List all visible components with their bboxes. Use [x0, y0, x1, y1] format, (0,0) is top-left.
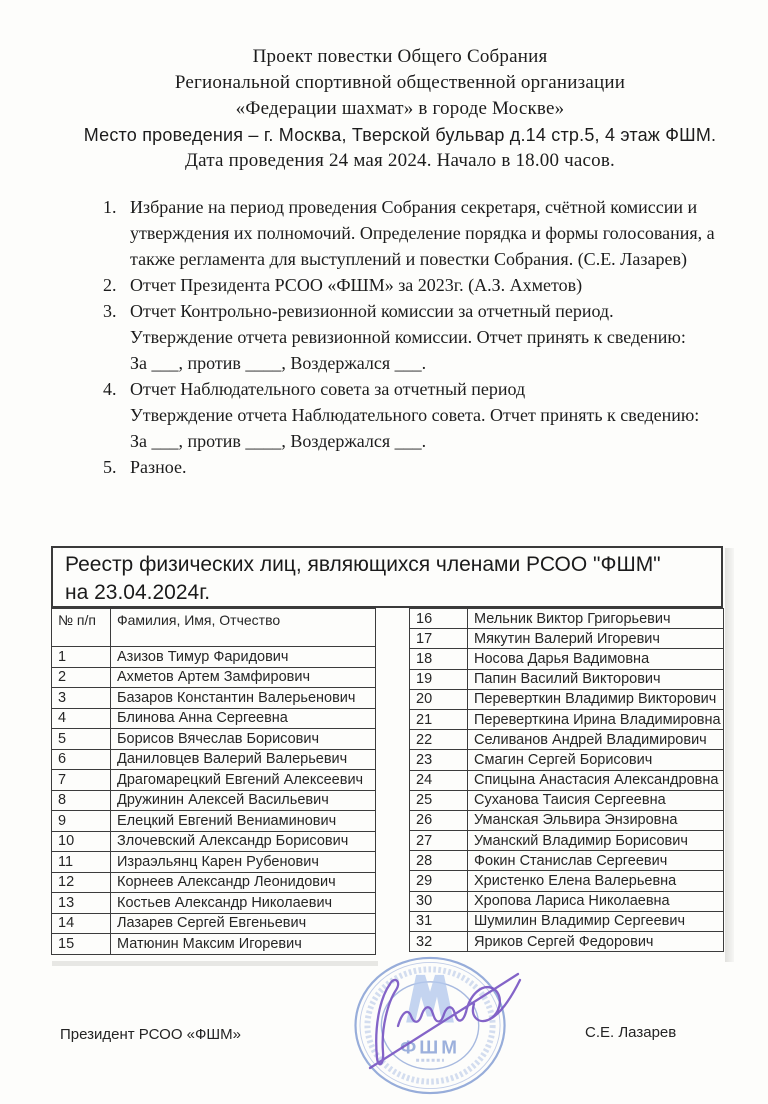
member-number-cell: 8	[52, 790, 111, 811]
agenda-item-number: 1.	[103, 197, 117, 217]
signature	[350, 940, 550, 1090]
agenda-line: За ___, против ____, Воздержался ___.	[130, 353, 427, 373]
member-number-cell: 21	[410, 709, 468, 729]
member-number-cell: 17	[410, 629, 468, 649]
registry-title-box	[51, 546, 723, 608]
member-name-cell: Израэльянц Карен Рубенович	[111, 852, 376, 873]
member-number-cell: 18	[410, 649, 468, 669]
member-name-cell: Дружинин Алексей Васильевич	[111, 790, 376, 811]
member-number-cell: 1	[52, 647, 111, 668]
table-row	[52, 831, 376, 852]
member-number-cell: 29	[410, 871, 468, 891]
table-row	[52, 811, 376, 832]
member-number-cell: 28	[410, 851, 468, 871]
member-name-cell: Смагин Сергей Борисович	[468, 750, 724, 770]
member-name-cell: Базаров Константин Валерьенович	[111, 688, 376, 709]
agenda-item	[103, 272, 728, 298]
table-row	[410, 689, 724, 709]
member-number-cell: 19	[410, 669, 468, 689]
member-name-cell: Злочевский Александр Борисович	[111, 831, 376, 852]
registry-title-line-1: Реестр физических лиц, являющихся членами РСОО "ФШМ"	[65, 553, 661, 576]
table-row	[52, 872, 376, 893]
agenda-line: Отчет Наблюдательного совета за отчетный период	[130, 379, 526, 399]
member-name-cell: Яриков Сергей Федорович	[468, 932, 724, 952]
member-name-cell: Елецкий Евгений Вениаминович	[111, 811, 376, 832]
members-table-left	[51, 608, 376, 955]
member-name-cell: Блинова Анна Сергеевна	[111, 708, 376, 729]
agenda-line: Отчет Президента РСОО «ФШМ» за 2023г. (А.З. Ахметов)	[130, 275, 583, 295]
member-name-cell: Фокин Станислав Сергеевич	[468, 851, 724, 871]
agenda-item-text	[130, 272, 728, 298]
registry-title-line-2: на 23.04.2024г.	[65, 581, 211, 604]
scan-shadow-band	[725, 548, 734, 962]
heading-line: Региональной спортивной общественной организации	[174, 72, 626, 93]
member-number-cell: 27	[410, 831, 468, 851]
member-number-cell: 12	[52, 872, 111, 893]
agenda-item-text	[130, 376, 728, 454]
heading-line: Проект повестки Общего Собрания	[252, 46, 548, 67]
agenda-line: утверждения их полномочий. Определение порядка и формы голосования, а	[130, 223, 715, 243]
member-name-cell: Мякутин Валерий Игоревич	[468, 629, 724, 649]
agenda-line: Избрание на период проведения Собрания секретаря, счётной комиссии и	[130, 197, 698, 217]
table-row	[410, 649, 724, 669]
table-row	[52, 647, 376, 668]
member-name-cell: Спицына Анастасия Александровна	[468, 770, 724, 790]
agenda-item-text	[130, 194, 728, 272]
table-row	[410, 750, 724, 770]
member-name-cell: Матюнин Максим Игоревич	[111, 934, 376, 955]
member-number-cell: 22	[410, 730, 468, 750]
member-name-cell: Шумилин Владимир Сергеевич	[468, 911, 724, 931]
table-row	[52, 749, 376, 770]
member-number-cell: 9	[52, 811, 111, 832]
member-name-cell: Даниловцев Валерий Валерьевич	[111, 749, 376, 770]
member-number-cell: 30	[410, 891, 468, 911]
heading-line: «Федерации шахмат» в городе Москве»	[235, 98, 565, 119]
table-row	[52, 688, 376, 709]
agenda-item-text	[130, 454, 728, 480]
table-row	[410, 911, 724, 931]
agenda-line: Разное.	[130, 457, 187, 477]
member-number-cell: 5	[52, 729, 111, 750]
member-name-cell: Драгомарецкий Евгений Алексеевич	[111, 770, 376, 791]
member-name-cell: Христенко Елена Валерьевна	[468, 871, 724, 891]
member-name-cell: Уманский Владимир Борисович	[468, 831, 724, 851]
agenda-line: За ___, против ____, Воздержался ___.	[130, 431, 427, 451]
member-name-cell: Костьев Александр Николаевич	[111, 893, 376, 914]
members-table-right	[409, 608, 724, 952]
table-row	[52, 934, 376, 955]
table-row	[410, 709, 724, 729]
agenda-line: также регламента для выступлений и повестки Собрания. (С.Е. Лазарев)	[130, 249, 687, 269]
table-row	[410, 871, 724, 891]
stamp-center-text: ФШМ	[400, 1037, 460, 1059]
member-number-cell: 14	[52, 913, 111, 934]
agenda-item-number: 5.	[103, 457, 117, 477]
agenda-line: Утверждение отчета ревизионной комиссии. Отчет принять к сведению:	[130, 327, 686, 347]
agenda-item-number: 4.	[103, 379, 117, 399]
member-name-cell: Уманская Эльвира Энзировна	[468, 810, 724, 830]
member-name-cell: Мельник Виктор Григорьевич	[468, 609, 724, 629]
table-row	[52, 790, 376, 811]
member-number-cell: 32	[410, 932, 468, 952]
member-number-cell: 20	[410, 689, 468, 709]
table-row	[52, 708, 376, 729]
agenda-line: Утверждение отчета Наблюдательного совета. Отчет принять к сведению:	[130, 405, 700, 425]
table-row	[410, 790, 724, 810]
members-table-right-body	[410, 609, 724, 952]
heading-line: Дата проведения 24 мая 2024. Начало в 18.00 часов.	[185, 150, 615, 171]
table-row	[52, 667, 376, 688]
member-number-cell: 2	[52, 667, 111, 688]
member-number-cell: 23	[410, 750, 468, 770]
member-name-cell: Суханова Таисия Сергеевна	[468, 790, 724, 810]
members-table-left-body	[52, 609, 376, 955]
table-row	[410, 770, 724, 790]
table-row	[410, 891, 724, 911]
member-name-cell: Селиванов Андрей Владимирович	[468, 730, 724, 750]
member-number-cell: 4	[52, 708, 111, 729]
table-row	[52, 729, 376, 750]
table-row	[52, 913, 376, 934]
member-number-cell: 16	[410, 609, 468, 629]
table-row	[52, 852, 376, 873]
table-row	[410, 669, 724, 689]
table-header-row	[52, 609, 376, 647]
member-number-cell: 7	[52, 770, 111, 791]
column-header-name: Фамилия, Имя, Отчество	[111, 609, 376, 647]
member-number-cell: 6	[52, 749, 111, 770]
member-name-cell: Переверткина Ирина Владимировна	[468, 709, 724, 729]
member-name-cell: Переверткин Владимир Викторович	[468, 689, 724, 709]
member-number-cell: 13	[52, 893, 111, 914]
member-number-cell: 11	[52, 852, 111, 873]
agenda-item-text	[130, 298, 728, 376]
table-row	[52, 770, 376, 791]
member-name-cell: Носова Дарья Вадимовна	[468, 649, 724, 669]
signer-name: С.Е. Лазарев	[585, 1024, 677, 1041]
table-row	[410, 810, 724, 830]
table-row	[410, 851, 724, 871]
member-name-cell: Лазарев Сергей Евгеньевич	[111, 913, 376, 934]
member-name-cell: Азизов Тимур Фаридович	[111, 647, 376, 668]
table-row	[52, 893, 376, 914]
member-name-cell: Ахметов Артем Замфирович	[111, 667, 376, 688]
document-heading	[56, 44, 744, 174]
member-number-cell: 15	[52, 934, 111, 955]
member-name-cell: Папин Василий Викторович	[468, 669, 724, 689]
table-row	[410, 609, 724, 629]
table-row	[410, 730, 724, 750]
member-number-cell: 3	[52, 688, 111, 709]
footer-position-label: Президент РСОО «ФШМ»	[60, 1026, 241, 1043]
agenda-item-number: 2.	[103, 275, 117, 295]
column-header-number: № п/п	[52, 609, 111, 647]
agenda-item	[103, 376, 728, 454]
agenda-list	[103, 194, 728, 480]
member-name-cell: Корнеев Александр Леонидович	[111, 872, 376, 893]
member-number-cell: 31	[410, 911, 468, 931]
agenda-item-number: 3.	[103, 301, 117, 321]
agenda-line: Отчет Контрольно-ревизионной комиссии за отчетный период.	[130, 301, 614, 321]
member-number-cell: 26	[410, 810, 468, 830]
member-name-cell: Хропова Лариса Николаевна	[468, 891, 724, 911]
agenda-item	[103, 298, 728, 376]
member-number-cell: 10	[52, 831, 111, 852]
agenda-item	[103, 454, 728, 480]
agenda-item	[103, 194, 728, 272]
member-number-cell: 25	[410, 790, 468, 810]
table-row	[410, 831, 724, 851]
member-number-cell: 24	[410, 770, 468, 790]
member-name-cell: Борисов Вячеслав Борисович	[111, 729, 376, 750]
table-row	[410, 629, 724, 649]
heading-line: Место проведения – г. Москва, Тверской бульвар д.14 стр.5, 4 этаж ФШМ.	[83, 125, 717, 145]
